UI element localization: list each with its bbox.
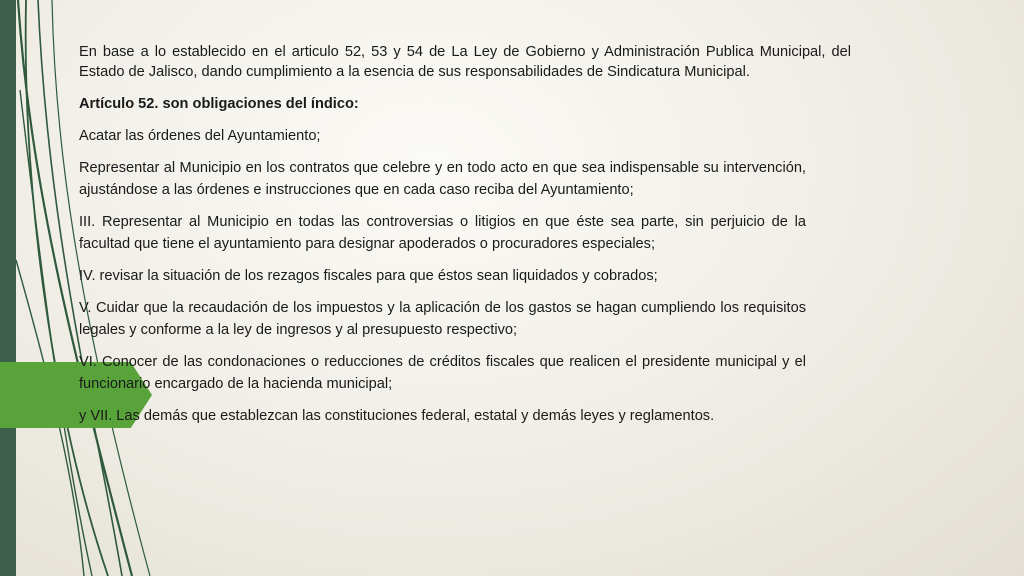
paragraph: VI. Conocer de las condonaciones o reducciones de créditos fiscales que realicen el presidente municipal y el funcionario encargado de la hacienda municipal; [79,354,806,392]
intro-text: En base a lo establecido en el articulo 52, 53 y 54 de La Ley de Gobierno y Administración Publica Municipal, del Estado de Jalisco, dando cumplimiento a la esencia de sus responsabilidades de Sindicatura Municipal. [79,44,851,80]
paragraph: III. Representar al Municipio en todas las controversias o litigios en que éste sea parte, sin perjuicio de la facultad que tiene el ayuntamiento para designar apoderados o procuradores especiales; [79,214,806,252]
paragraph: y VII. Las demás que establezcan las constituciones federal, estatal y demás leyes y reglamentos. [79,408,715,424]
article-heading: Artículo 52. son obligaciones del índico: [79,96,359,112]
paragraph: V. Cuidar que la recaudación de los impuestos y la aplicación de los gastos se hagan cumpliendo los requisitos legales y conforme a la ley de ingresos y al presupuesto respectivo; [79,300,806,338]
paragraph: Representar al Municipio en los contratos que celebre y en todo acto en que sea indispensable su intervención, ajustándose a las órdenes e instrucciones que en cada caso reciba del Ayuntamiento; [79,160,806,198]
paragraph: Acatar las órdenes del Ayuntamiento; [79,128,321,144]
slide-content [79,42,851,437]
paragraph: IV. revisar la situación de los rezagos fiscales para que éstos sean liquidados y cobrados; [79,268,658,284]
